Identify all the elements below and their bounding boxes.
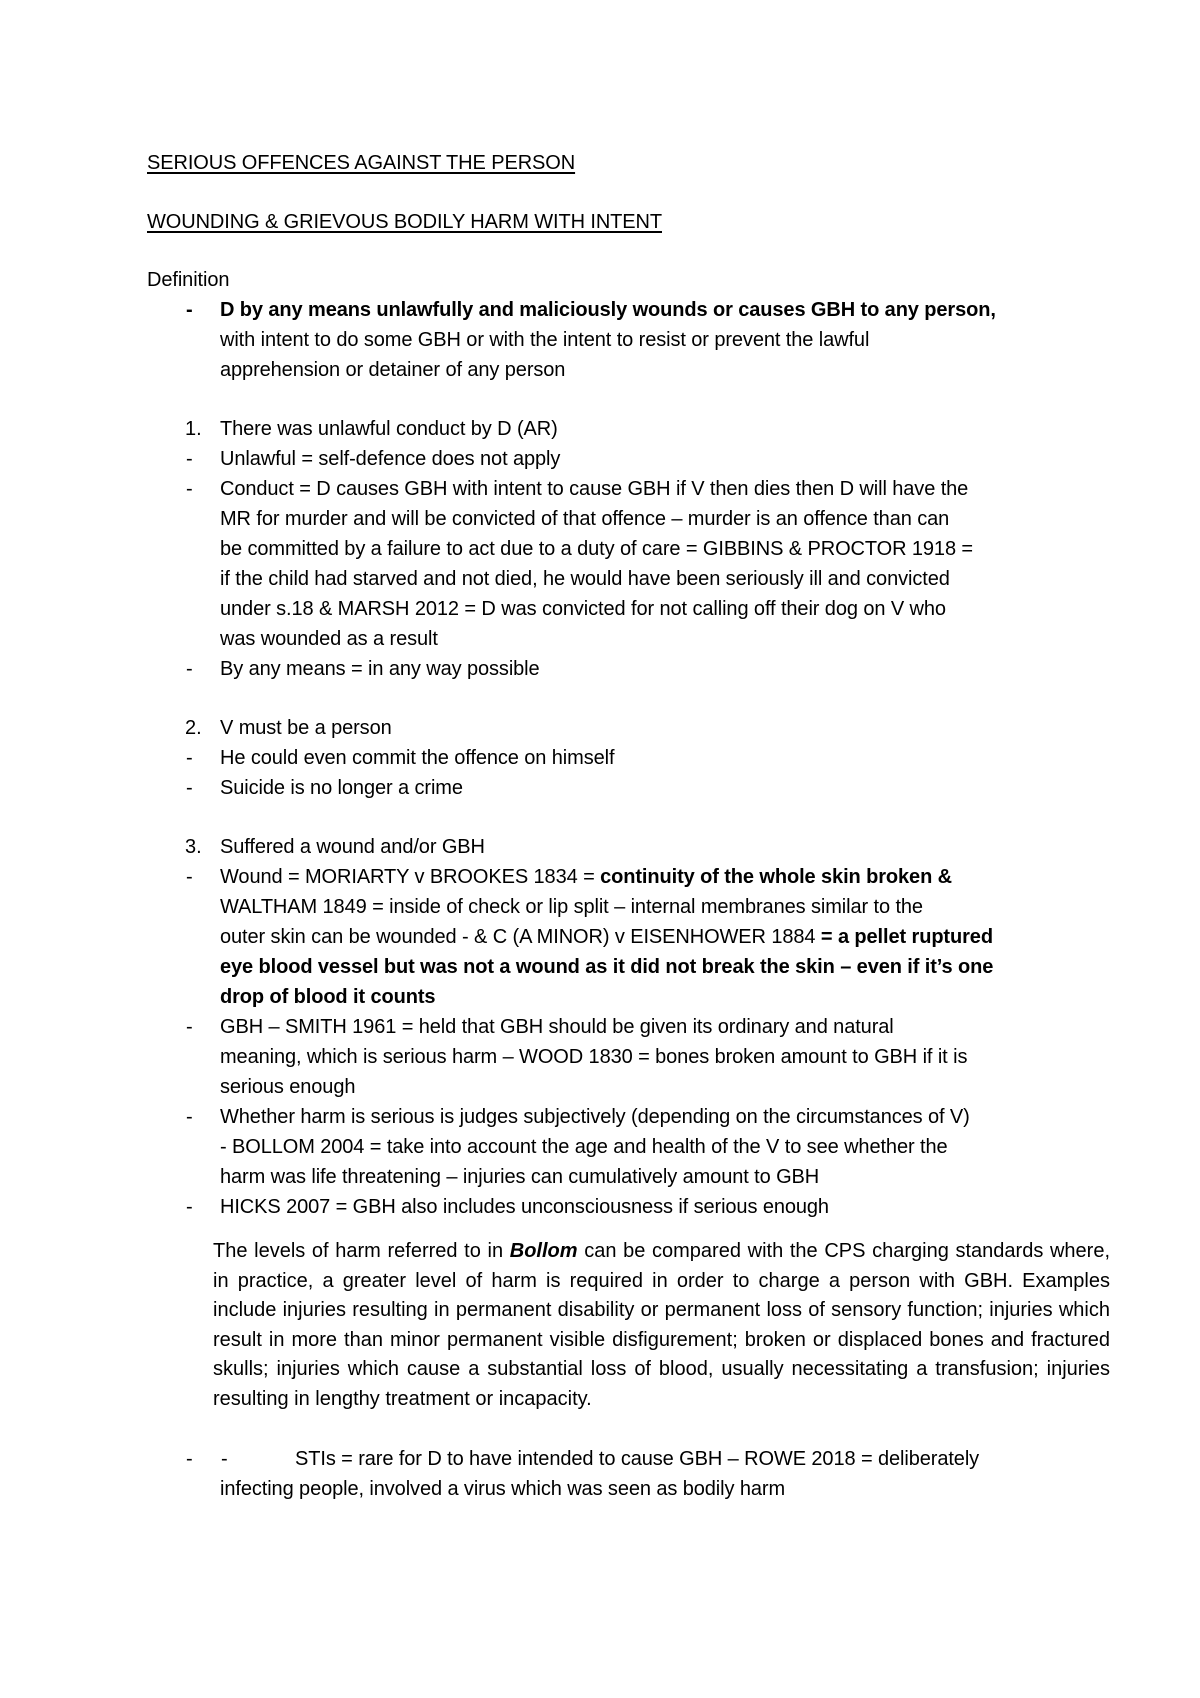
list-item-line: if the child had starved and not died, he would have been seriously ill and convicted xyxy=(220,568,950,590)
paragraph-before: The levels of harm referred to in xyxy=(213,1240,510,1262)
definition-line-3: apprehension or detainer of any person xyxy=(220,359,566,381)
gbh-line-2: meaning, which is serious harm – WOOD 1830 = bones broken amount to GBH if it is xyxy=(220,1046,968,1068)
bullet-marker: - xyxy=(186,866,193,888)
section-1-title: There was unlawful conduct by D (AR) xyxy=(220,418,558,440)
serious-line-2: - BOLLOM 2004 = take into account the age and health of the V to see whether the xyxy=(220,1136,948,1158)
list-item-line: was wounded as a result xyxy=(220,628,438,650)
wound-line-2: WALTHAM 1849 = inside of check or lip split – internal membranes similar to the xyxy=(220,896,923,918)
list-number-2: 2. xyxy=(185,717,202,739)
serious-line-3: harm was life threatening – injuries can cumulatively amount to GBH xyxy=(220,1166,820,1188)
list-number-3: 3. xyxy=(185,836,202,858)
paragraph-case: Bollom xyxy=(509,1240,578,1262)
definition-line-2: with intent to do some GBH or with the intent to resist or prevent the lawful xyxy=(220,329,870,351)
bullet-marker: - xyxy=(186,747,193,769)
section-3-title: Suffered a wound and/or GBH xyxy=(220,836,485,858)
bullet-marker: - xyxy=(221,1448,228,1470)
stis-line-2: infecting people, involved a virus which was seen as bodily harm xyxy=(220,1478,786,1500)
bullet-marker: - xyxy=(186,777,193,799)
bullet-marker: - xyxy=(186,1448,193,1470)
bullet-marker: - xyxy=(186,1106,193,1128)
list-item-line: Conduct = D causes GBH with intent to cause GBH if V then dies then D will have the xyxy=(220,478,969,500)
list-item: Unlawful = self-defence does not apply xyxy=(220,448,561,470)
wound-line-1-bold: continuity of the whole skin broken & xyxy=(600,866,952,888)
definition-label: Definition xyxy=(147,269,230,291)
bullet-marker: - xyxy=(186,1016,193,1038)
stis-line-1: STIs = rare for D to have intended to cause GBH – ROWE 2018 = deliberately xyxy=(295,1448,980,1470)
serious-line-1: Whether harm is serious is judges subjectively (depending on the circumstances of V) xyxy=(220,1106,970,1128)
list-item: He could even commit the offence on himself xyxy=(220,747,615,769)
wound-line-5: drop of blood it counts xyxy=(220,986,436,1008)
section-subheading: WOUNDING & GRIEVOUS BODILY HARM WITH INTENT xyxy=(147,211,662,233)
wound-line-4: eye blood vessel but was not a wound as it did not break the skin – even if it’s one xyxy=(220,956,994,978)
list-number-1: 1. xyxy=(185,418,202,440)
list-item: Suicide is no longer a crime xyxy=(220,777,463,799)
bullet-marker: - xyxy=(186,1196,193,1218)
wound-line-3 xyxy=(220,922,993,952)
wound-line-1 xyxy=(220,862,952,892)
list-item-line: under s.18 & MARSH 2012 = D was convicted for not calling off their dog on V who xyxy=(220,598,946,620)
definition-line-1: D by any means unlawfully and maliciously wounds or causes GBH to any person, xyxy=(220,299,996,321)
list-item-line: be committed by a failure to act due to a duty of care = GIBBINS & PROCTOR 1918 = xyxy=(220,538,974,560)
bullet-marker: - xyxy=(186,299,193,321)
hicks-line: HICKS 2007 = GBH also includes unconsciousness if serious enough xyxy=(220,1196,829,1218)
wound-line-1-plain: Wound = MORIARTY v BROOKES 1834 = xyxy=(220,866,601,888)
cps-paragraph xyxy=(213,1237,1110,1415)
wound-line-3-bold: = a pellet ruptured xyxy=(820,926,993,948)
list-item-line: MR for murder and will be convicted of that offence – murder is an offence than can xyxy=(220,508,950,530)
gbh-line-3: serious enough xyxy=(220,1076,356,1098)
bullet-marker: - xyxy=(186,478,193,500)
wound-line-3-plain: outer skin can be wounded - & C (A MINOR) v EISENHOWER 1884 xyxy=(220,926,821,948)
page-heading: SERIOUS OFFENCES AGAINST THE PERSON xyxy=(147,152,576,174)
gbh-line-1: GBH – SMITH 1961 = held that GBH should be given its ordinary and natural xyxy=(220,1016,894,1038)
bullet-marker: - xyxy=(186,448,193,470)
list-item: By any means = in any way possible xyxy=(220,658,540,680)
section-2-title: V must be a person xyxy=(220,717,392,739)
paragraph-after: can be compared with the CPS charging standards where, in practice, a greater level of harm is required in order to charge a person with GBH. Examples include injuries resulting in permanent disability or permanent loss of sensory function; injuries which result in more than minor permanent visible disfigurement; broken or displaced bones and fractured skulls; injuries which cause a substantial loss of blood, usually necessitating a transfusion; injuries resulting in lengthy treatment or incapacity. xyxy=(213,1240,1111,1410)
bullet-marker: - xyxy=(186,658,193,680)
